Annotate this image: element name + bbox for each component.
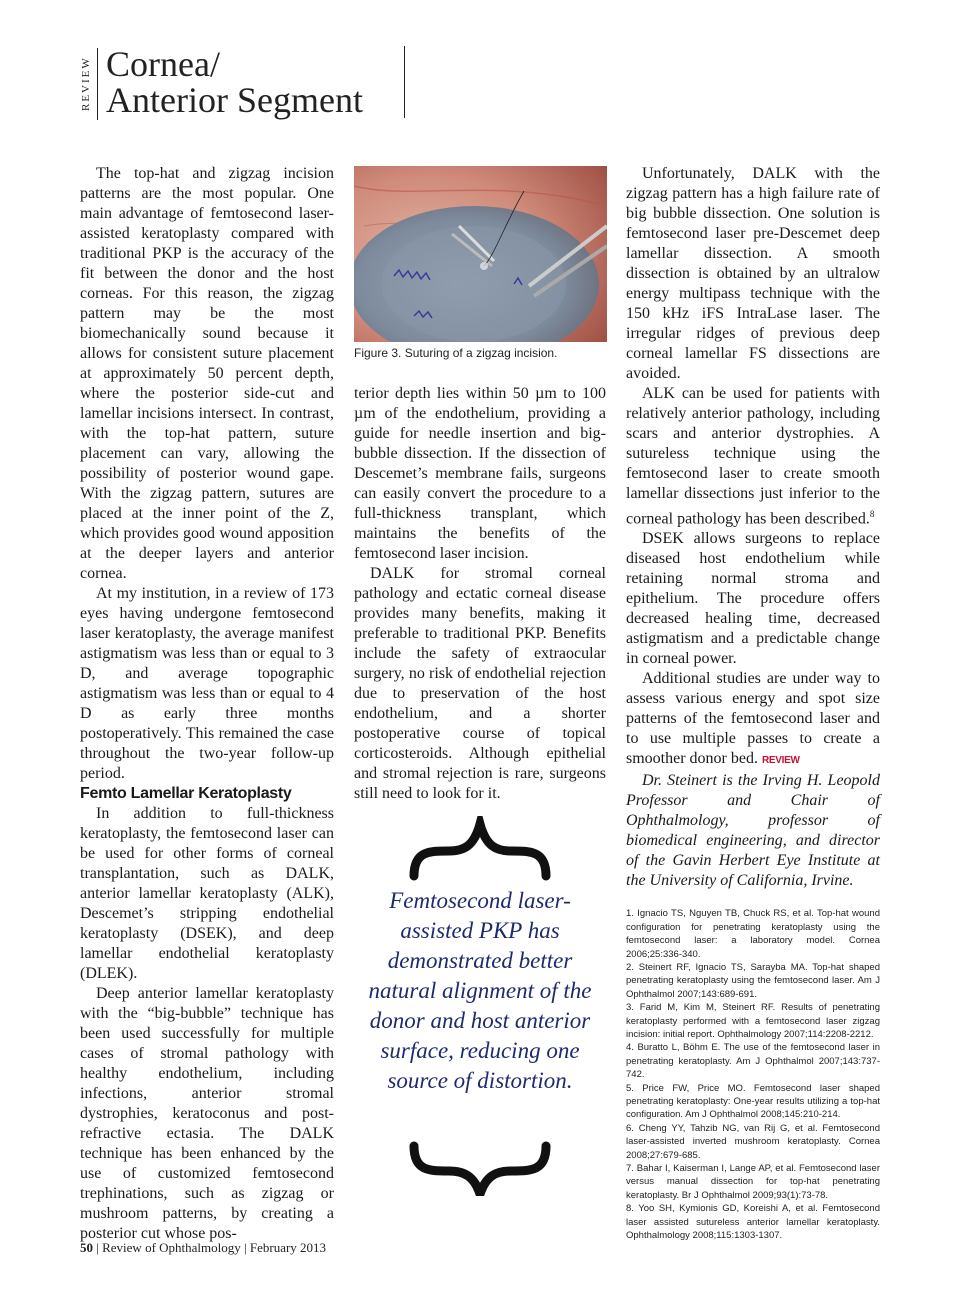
citation-superscript: 8 bbox=[869, 509, 875, 519]
reference-item: 1. Ignacio TS, Nguyen TB, Chuck RS, et al. Top-hat wound configuration for penetrating keratoplasty using the femtosecond laser: a laboratory model. Cornea 2006;25:336-340. bbox=[626, 908, 880, 960]
end-mark: REVIEW bbox=[761, 755, 800, 767]
section-title-line2: Anterior Segment bbox=[106, 80, 363, 120]
author-bio: Dr. Steinert is the Irving H. Leopold Professor and Chair of Ophthalmology, professor of biomedical engineering, and director of the Gavin Herbert Eye Institute at the University of California, Irvine. bbox=[626, 772, 880, 890]
paragraph: At my institution, in a review of 173 eyes having undergone femtosecond laser keratoplasty, the average manifest astigmatism was less than or equal to 3 D, and average topographic astigmatism was less than or equal to 4 D as early three months postoperatively. This remained the case throughout the two-year follow-up period. bbox=[80, 585, 334, 782]
pull-quote bbox=[354, 816, 606, 1196]
reference-item: 3. Farid M, Kim M, Steinert RF. Results of penetrating keratoplasty performed with a femtosecond laser zigzag incision: initial report. Ophthalmology 2007;114:2208-2212. bbox=[626, 1002, 880, 1040]
subheading: Femto Lamellar Keratoplasty bbox=[80, 785, 292, 802]
section-title bbox=[106, 46, 405, 118]
paragraph: DSEK allows surgeons to replace diseased host endothelium while retaining normal stroma and epithelium. The procedure offers decreased healing time, decreased astigmatism and a predictable change in corneal power. bbox=[626, 530, 880, 668]
paragraph: ALK can be used for patients with relatively anterior pathology, including scars and anterior dystrophies. A sutureless technique using the femtosecond laser to create smooth lamellar dissections just inferior to the corneal pathology has been described.$^8$ bbox=[626, 385, 880, 528]
paragraph: The top-hat and zigzag incision patterns are the most popular. One main advantage of femtosecond laser-assisted keratoplasty compared with traditional PKP is the accuracy of the fit between the donor and the host corneas. For this reason, the zigzag pattern may be the most biomechanically sound because it allows for consistent suture placement at approximately 50 percent depth, where the posterior side-cut and lamellar incisions intersect. In contrast, with the top-hat pattern, suture placement can vary, allowing the possibility of posterior wound gape. With the zigzag pattern, sutures are placed at the inner point of the Z, which provides good wound apposition at the deeper layers and anterior cornea. bbox=[80, 165, 334, 582]
paragraph: Deep anterior lamellar keratoplasty with the “big-bubble” technique has been used successfully for multiple cases of stromal pathology with healthy endothelium, including infections, anterior stromal dystrophies, keratoconus and post-refractive ectasia. The DALK technique has been enhanced by the use of customized femtosecond trephinations, such as zigzag or mushroom patterns, by creating a posterior cut whose pos- bbox=[80, 985, 334, 1242]
reference-item: 7. Bahar I, Kaiserman I, Lange AP, et al. Femtosecond laser versus manual dissection for top-hat penetrating keratoplasty. Br J Ophthalmol 2009;93(1):73-78. bbox=[626, 1163, 880, 1201]
page-number: 50 bbox=[80, 1240, 93, 1255]
pull-quote-text: Femtosecond laser-assisted PKP has demonstrated better natural alignment of the donor and host anterior surface, reducing one source of distortion. bbox=[368, 888, 592, 1093]
figure-caption: Figure 3. Suturing of a zigzag incision. bbox=[354, 346, 558, 360]
page-footer bbox=[80, 1240, 326, 1256]
column-3 bbox=[626, 164, 880, 1242]
reference-item: 8. Yoo SH, Kymionis GD, Koreishi A, et al. Femtosecond laser assisted sutureless anterior lamellar keratoplasty. Ophthalmology 2008;115:1303-1307. bbox=[626, 1203, 880, 1242]
paragraph: In addition to full-thickness keratoplasty, the femtosecond laser can be used for other forms of corneal transplantation, such as DALK, anterior lamellar keratoplasty (ALK), Descemet’s stripping endothelial keratoplasty (DSEK), and deep lamellar endothelial keratoplasty (DLEK). bbox=[80, 805, 334, 982]
bottom-brace-icon bbox=[414, 1146, 546, 1194]
paragraph: terior depth lies within 50 µm to 100 µm of the endothelium, providing a guide for needle insertion and big-bubble dissection. If the dissection of Descemet’s membrane fails, surgeons can easily convert the procedure to a full-thickness transplant, which maintains the benefits of the femtosecond laser incision. bbox=[354, 385, 606, 562]
reference-item: 5. Price FW, Price MO. Femtosecond laser shaped penetrating keratoplasty: One-year results utilizing a top-hat configuration. Am J Ophthalmol 2008;145:210-214. bbox=[626, 1082, 880, 1121]
issue-date: February 2013 bbox=[249, 1240, 327, 1255]
reference-item: 2. Steinert RF, Ignacio TS, Sarayba MA. Top-hat shaped penetrating keratoplasty using the femtosecond laser. Am J Ophthalmol 2007;143:689-691. bbox=[626, 961, 880, 1000]
section-tag: REVIEW bbox=[80, 48, 98, 120]
journal-name: Review of Ophthalmology bbox=[102, 1240, 241, 1255]
footer-separator: | bbox=[244, 1240, 250, 1255]
column-1 bbox=[80, 164, 334, 1244]
references bbox=[626, 907, 880, 1242]
footer-separator: | bbox=[96, 1240, 103, 1255]
reference-item: 6. Cheng YY, Tahzib NG, van Rij G, et al. Femtosecond laser-assisted inverted mushroom keratoplasty. Cornea 2008;27:679-685. bbox=[626, 1122, 880, 1161]
surgical-photo bbox=[354, 166, 607, 342]
paragraph: Unfortunately, DALK with the zigzag pattern has a high failure rate of big bubble dissection. One solution is femtosecond laser pre-Descemet deep lamellar dissection. A smooth dissection is obtained by an ultralow energy multipass technique with the 150 kHz iFS IntraLase laser. The irregular ridges of previous deep corneal lamellar FS dissections are avoided. bbox=[626, 165, 880, 382]
section-title-line1: Cornea/ bbox=[106, 44, 220, 84]
column-2 bbox=[354, 384, 606, 804]
top-brace-icon bbox=[414, 824, 546, 876]
paragraph: DALK for stromal corneal pathology and ectatic corneal disease provides many benefits, making it preferable to traditional PKP. Benefits include the safety of extraocular surgery, no risk of endothelial rejection due to preservation of the host endothelium, and a shorter postoperative course of topical corticosteroids. Although epithelial and stromal rejection is rare, surgeons still need to look for it. bbox=[354, 565, 606, 802]
paragraph: Additional studies are under way to assess various energy and spot size patterns of the femtosecond laser and to use multiple passes to create a smoother donor bed. REVIEW bbox=[626, 670, 880, 768]
eye-surgery-image bbox=[354, 166, 607, 342]
reference-item: 4. Buratto L, Böhm E. The use of the femtosecond laser in penetrating keratoplasty. Am J Ophthalmol 2007;143:737-742. bbox=[626, 1042, 880, 1081]
